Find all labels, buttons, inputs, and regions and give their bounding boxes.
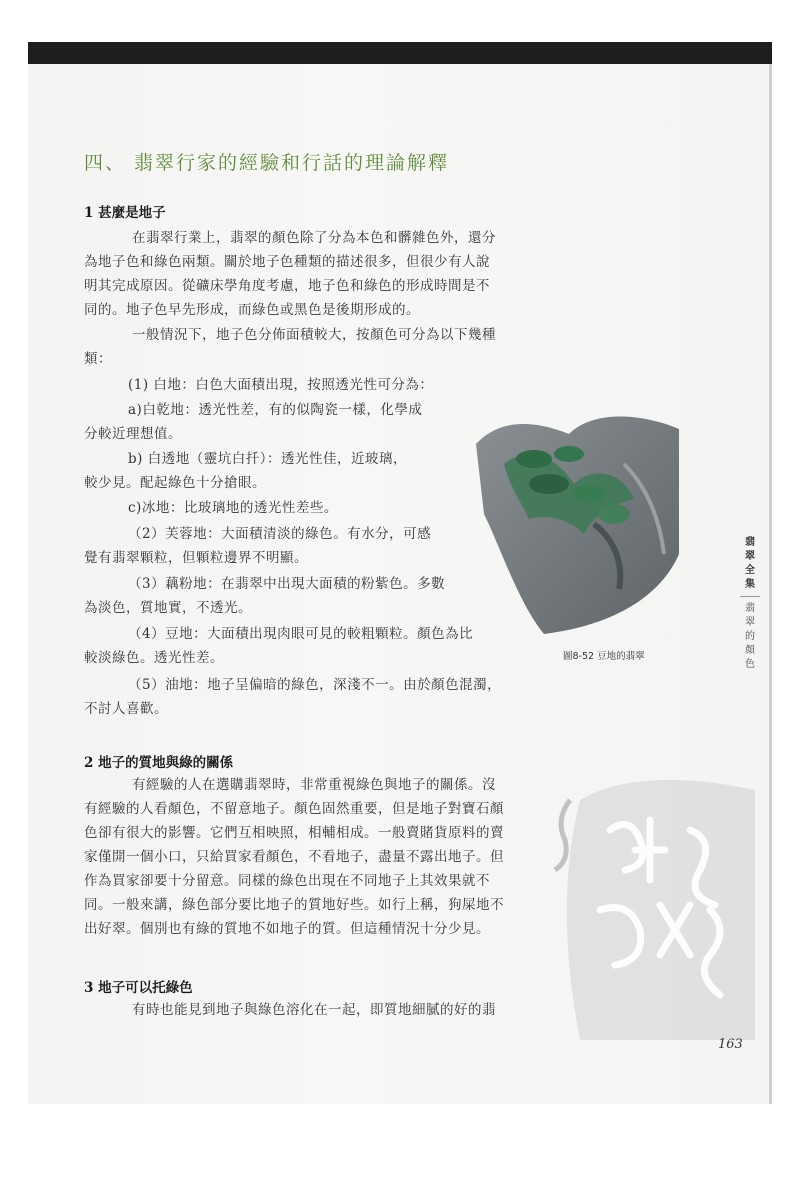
list-item: （5）油地：地子呈偏暗的綠色，深淺不一。由於顏色混濁， (128, 677, 502, 693)
paragraph-line: 同。一般來講，綠色部分要比地子的質地好些。如行上稱，狗屎地不 (84, 897, 504, 913)
sidebar-divider (740, 596, 760, 597)
paragraph-line: 作為買家卻要十分留意。同樣的綠色出現在不同地子上其效果就不 (84, 873, 490, 889)
seal-watermark (540, 760, 760, 1040)
paragraph-line: 明其完成原因。從礦床學角度考慮，地子色和綠色的形成時間是不 (84, 278, 490, 294)
list-item: （4）豆地：大面積出現肉眼可見的較粗顆粒。顏色為比 (128, 626, 474, 642)
paragraph-line: 有經驗的人看顏色，不留意地子。顏色固然重要，但是地子對寶石顏 (84, 801, 504, 817)
page-edge (769, 64, 772, 1104)
heading-what-is-dizi: 1 甚麼是地子 (84, 205, 166, 221)
list-item: （2）芙蓉地：大面積清淡的綠色。有水分，可感 (128, 526, 432, 542)
list-item: b) 白透地（靈坑白扦）：透光性佳，近玻璃， (128, 451, 407, 467)
list-item: a)白乾地：透光性差，有的似陶瓷一樣，化學成 (128, 402, 423, 418)
paragraph-line: 出好翠。個別也有綠的質地不如地子的質。但這種情況十分少見。 (84, 921, 490, 937)
list-item: （3）藕粉地：在翡翠中出現大面積的粉紫色。多數 (128, 576, 446, 592)
jade-carving-photo (474, 404, 684, 636)
paragraph-line: 有時也能見到地子與綠色溶化在一起，即質地細膩的好的翡 (132, 1002, 496, 1018)
paragraph-line: 同的。地子色早先形成，而綠色或黑色是後期形成的。 (84, 302, 420, 318)
paragraph-line: 為地子色和綠色兩類。關於地子色種類的描述很多，但很少有人說 (84, 254, 490, 270)
paragraph-line: 在翡翠行業上，翡翠的顏色除了分為本色和髒雜色外，還分 (132, 230, 496, 246)
list-item: 較淡綠色。透光性差。 (84, 650, 224, 666)
page-number: 163 (718, 1037, 743, 1052)
section-title: 四、 翡翠行家的經驗和行話的理論解釋 (84, 152, 450, 174)
scan-top-border (28, 42, 772, 64)
list-item: c)冰地：比玻璃地的透光性差些。 (128, 500, 338, 516)
sidebar-book-title: 翡翠全集 (745, 537, 755, 590)
paragraph-line: 一般情況下，地子色分佈面積較大，按顏色可分為以下幾種 (132, 327, 496, 343)
list-item: (1) 白地：白色大面積出現，按照透光性可分為： (128, 377, 434, 393)
paragraph-line: 類： (84, 351, 112, 367)
list-item: 為淡色，質地實，不透光。 (84, 600, 252, 616)
paragraph-line: 家僅開一個小口，只給買家看顏色，不看地子，盡量不露出地子。但 (84, 849, 504, 865)
list-item: 較少見。配起綠色十分搶眼。 (84, 475, 266, 491)
list-item: 分較近理想值。 (84, 426, 182, 442)
list-item: 不討人喜歡。 (84, 701, 168, 717)
list-item: 覺有翡翠顆粒，但顆粒邊界不明顯。 (84, 550, 308, 566)
heading-dizi-supports-green: 3 地子可以托綠色 (84, 980, 193, 996)
paragraph-line: 色卻有很大的影響。它們互相映照，相輔相成。一般賣賭貨原料的賣 (84, 825, 504, 841)
paragraph-line: 有經驗的人在選購翡翠時，非常重視綠色與地子的關係。沒 (132, 777, 496, 793)
heading-dizi-green-relation: 2 地子的質地與綠的關係 (84, 755, 234, 771)
sidebar-chapter-title: 翡翠的顏色 (745, 603, 755, 670)
figure-caption: 圖8-52 豆地的翡翠 (563, 651, 645, 662)
